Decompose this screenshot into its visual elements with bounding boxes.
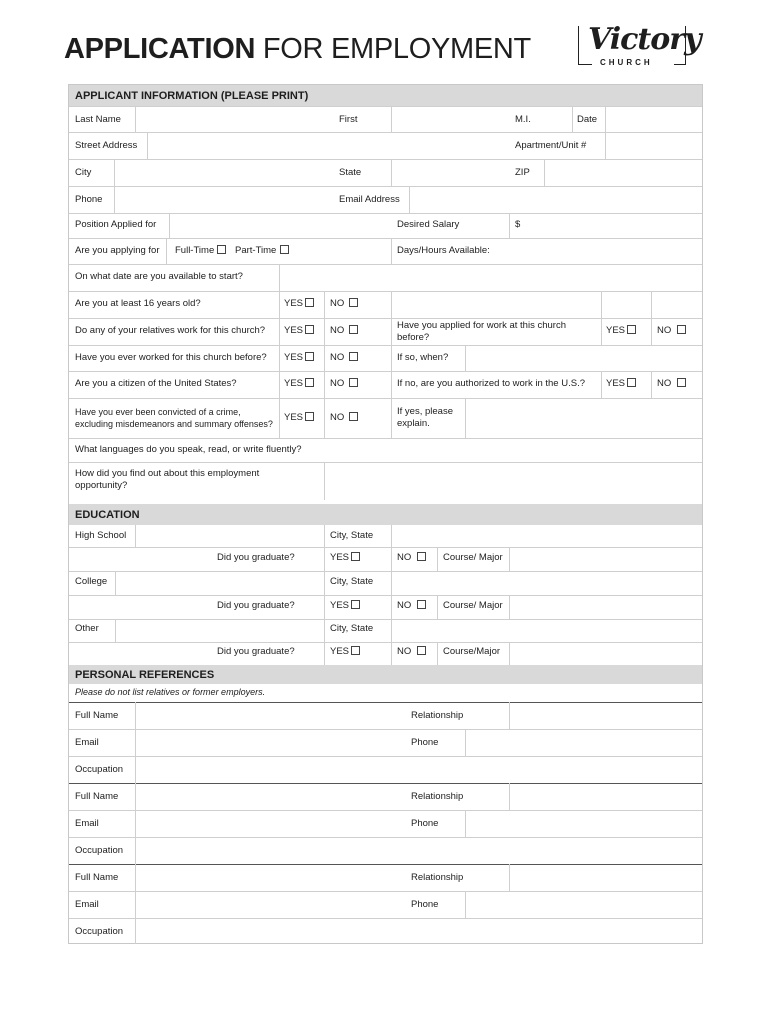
- logo-wordmark: Victory: [588, 22, 701, 57]
- worked-yes-label: YES: [284, 352, 304, 363]
- ref3-email-label: Email: [75, 899, 99, 910]
- college-yes-checkbox[interactable]: [351, 600, 360, 609]
- authorized-yes-checkbox[interactable]: [627, 378, 636, 387]
- mi-label: M.I.: [515, 114, 531, 125]
- first-name-label: First: [339, 114, 358, 125]
- relatives-no-label: NO: [330, 325, 345, 336]
- part-time-label: Part-Time: [235, 245, 277, 256]
- other-no-label: NO: [397, 646, 412, 657]
- convicted-question-label: Have you ever been convicted of a crime, excluding misdemeanors and summary offenses?: [75, 407, 273, 429]
- ref2-full-name-label: Full Name: [75, 791, 119, 802]
- authorized-no-checkbox[interactable]: [677, 378, 686, 387]
- full-time-label: Full-Time: [175, 245, 215, 256]
- church-logo: [578, 22, 701, 74]
- convicted-no-checkbox[interactable]: [349, 412, 358, 421]
- references-note: Please do not list relatives or former employers.: [75, 687, 266, 697]
- relatives-no-checkbox[interactable]: [349, 325, 358, 334]
- age-yes-checkbox[interactable]: [305, 298, 314, 307]
- section-education: EDUCATION: [69, 504, 702, 525]
- hs-course-major-label: Course/ Major: [443, 552, 503, 563]
- days-hours-label: Days/Hours Available:: [397, 245, 490, 256]
- dollar-sign: $: [515, 219, 521, 230]
- hs-yes-checkbox[interactable]: [351, 552, 360, 561]
- ref3-relationship-label: Relationship: [411, 872, 464, 883]
- ref1-phone-label: Phone: [411, 737, 439, 748]
- citizen-question-label: Are you a citizen of the United States?: [75, 378, 237, 389]
- college-yes-label: YES: [330, 600, 350, 611]
- other-course-major-label: Course/Major: [443, 646, 501, 657]
- other-yes-label: YES: [330, 646, 350, 657]
- languages-label: What languages do you speak, read, or write fluently?: [75, 444, 302, 455]
- authorized-no-label: NO: [657, 378, 672, 389]
- city-label: City: [75, 167, 92, 178]
- email-address-label: Email Address: [339, 194, 400, 205]
- part-time-checkbox[interactable]: [280, 245, 289, 254]
- ref3-full-name-label: Full Name: [75, 872, 119, 883]
- page-title: [64, 33, 531, 66]
- applying-for-label: Are you applying for: [75, 245, 160, 256]
- phone-label: Phone: [75, 194, 103, 205]
- desired-salary-label: Desired Salary: [397, 219, 460, 230]
- worked-yes-checkbox[interactable]: [305, 352, 314, 361]
- worked-no-checkbox[interactable]: [349, 352, 358, 361]
- citizen-yes-checkbox[interactable]: [305, 378, 314, 387]
- ref1-relationship-label: Relationship: [411, 710, 464, 721]
- street-address-label: Street Address: [75, 140, 138, 151]
- position-label: Position Applied for: [75, 219, 157, 230]
- worked-before-label: Have you ever worked for this church before?: [75, 352, 267, 363]
- age-no-checkbox[interactable]: [349, 298, 358, 307]
- zip-label: ZIP: [515, 167, 530, 178]
- college-label: College: [75, 576, 108, 587]
- ref2-relationship-label: Relationship: [411, 791, 464, 802]
- college-no-label: NO: [397, 600, 412, 611]
- section-applicant-information: APPLICANT INFORMATION (PLEASE PRINT): [69, 85, 702, 106]
- state-label: State: [339, 167, 362, 178]
- other-graduate-label: Did you graduate?: [217, 646, 295, 657]
- college-no-checkbox[interactable]: [417, 600, 426, 609]
- relatives-yes-checkbox[interactable]: [305, 325, 314, 334]
- logo-subtitle: CHURCH: [600, 58, 653, 67]
- date-label: Date: [577, 114, 598, 125]
- applied-no-label: NO: [657, 325, 672, 336]
- ref2-email-label: Email: [75, 818, 99, 829]
- last-name-label: Last Name: [75, 114, 121, 125]
- authorized-label: If no, are you authorized to work in the U.S.?: [397, 378, 585, 389]
- hs-city-state-label: City, State: [330, 530, 374, 541]
- other-city-state-label: City, State: [330, 623, 374, 634]
- hs-graduate-label: Did you graduate?: [217, 552, 295, 563]
- age-yes-label: YES: [284, 298, 304, 309]
- other-label: Other: [75, 623, 99, 634]
- ref2-occupation-label: Occupation: [75, 845, 124, 856]
- college-city-state-label: City, State: [330, 576, 374, 587]
- ref1-full-name-label: Full Name: [75, 710, 119, 721]
- hs-yes-label: YES: [330, 552, 350, 563]
- ref1-email-label: Email: [75, 737, 99, 748]
- citizen-no-label: NO: [330, 378, 345, 389]
- if-so-when-label: If so, when?: [397, 352, 449, 363]
- convicted-yes-label: YES: [284, 412, 304, 423]
- hs-no-label: NO: [397, 552, 412, 563]
- relatives-yes-label: YES: [284, 325, 304, 336]
- age-question-label: Are you at least 16 years old?: [75, 298, 201, 309]
- hs-no-checkbox[interactable]: [417, 552, 426, 561]
- explain-label: If yes, please explain.: [397, 406, 453, 429]
- apartment-label: Apartment/Unit #: [515, 140, 587, 151]
- authorized-yes-label: YES: [606, 378, 626, 389]
- title-light: FOR EMPLOYMENT: [262, 33, 531, 65]
- ref2-phone-label: Phone: [411, 818, 439, 829]
- applied-yes-label: YES: [606, 325, 626, 336]
- other-no-checkbox[interactable]: [417, 646, 426, 655]
- worked-no-label: NO: [330, 352, 345, 363]
- ref3-occupation-label: Occupation: [75, 926, 124, 937]
- other-yes-checkbox[interactable]: [351, 646, 360, 655]
- applied-yes-checkbox[interactable]: [627, 325, 636, 334]
- convicted-no-label: NO: [330, 412, 345, 423]
- application-form: [68, 84, 703, 944]
- convicted-yes-checkbox[interactable]: [305, 412, 314, 421]
- start-date-label: On what date are you available to start?: [75, 271, 243, 282]
- citizen-yes-label: YES: [284, 378, 304, 389]
- relatives-question-label: Do any of your relatives work for this church?: [75, 325, 266, 336]
- title-bold: APPLICATION: [64, 33, 256, 65]
- college-course-major-label: Course/ Major: [443, 600, 503, 611]
- age-no-label: NO: [330, 298, 345, 309]
- full-time-checkbox[interactable]: [217, 245, 226, 254]
- ref1-occupation-label: Occupation: [75, 764, 124, 775]
- find-out-label: How did you find out about this employment opportunity?: [75, 468, 260, 491]
- citizen-no-checkbox[interactable]: [349, 378, 358, 387]
- applied-before-label: Have you applied for work at this church before?: [397, 320, 566, 343]
- section-personal-references: PERSONAL REFERENCES: [69, 665, 702, 684]
- high-school-label: High School: [75, 530, 127, 541]
- college-graduate-label: Did you graduate?: [217, 600, 295, 611]
- applied-no-checkbox[interactable]: [677, 325, 686, 334]
- ref3-phone-label: Phone: [411, 899, 439, 910]
